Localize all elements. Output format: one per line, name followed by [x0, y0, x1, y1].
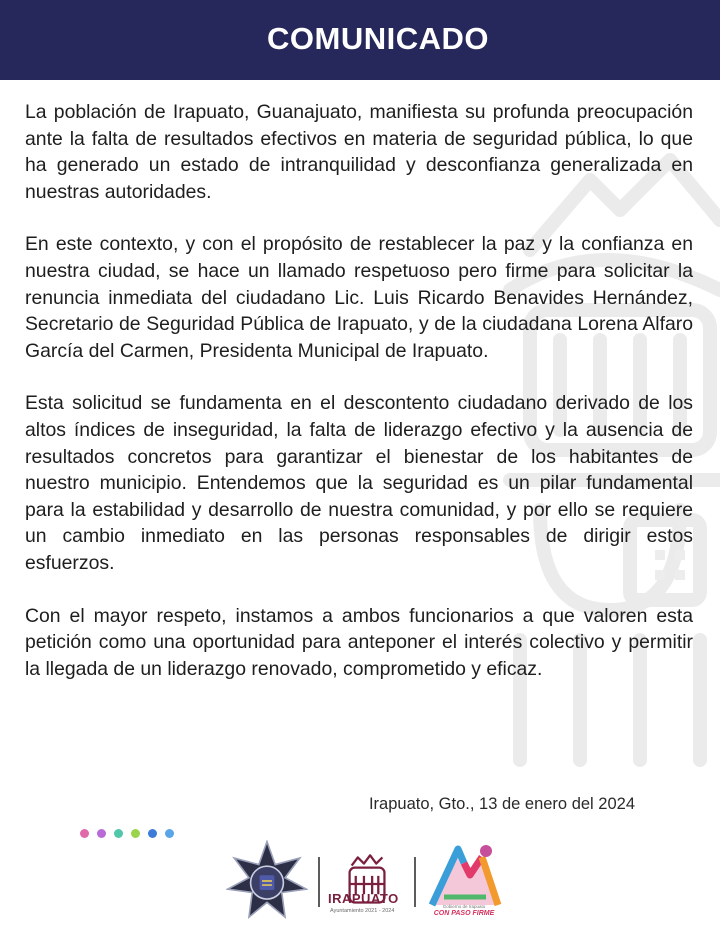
paragraph-1: La población de Irapuato, Guanajuato, manifiesta su profunda preocupación ante la falta de resultados efectivos en materia de seguridad pública, lo que ha generado un estado de intranquilidad y desconfianza generalizada en nuestras autoridades.	[25, 101, 693, 203]
place-date: Irapuato, Gto., 13 de enero del 2024	[368, 795, 635, 813]
header-banner	[0, 0, 720, 80]
footer-divider-2	[414, 857, 416, 907]
footer-logos	[0, 835, 720, 930]
campaign-text: CON PASO FIRME	[433, 910, 495, 917]
paragraph-4: Con el mayor respeto, instamos a ambos funcionarios a que valoren esta petición como una oportunidad para anteponer el interés colectivo y permitir la llegada de un liderazgo renovado, comprometido y eficaz.	[25, 604, 693, 680]
paragraph-3: Esta solicitud se fundamenta en el descontento ciudadano derivado de los altos índices de inseguridad, la falta de liderazgo efectivo y la ausencia de resultados concretos para garantizar el bienestar de los habitantes de nuestro municipio. Entendemos que la seguridad es un pilar fundamental para la estabilidad y desarrollo de nuestra comunidad, y por ello se requiere un cambio inmediato en las personas responsables de dirigir estos esfuerzos.	[25, 392, 693, 574]
communique-body	[25, 99, 693, 708]
page-title: COMUNICADO	[267, 21, 489, 56]
paragraph-2: En este contexto, y con el propósito de restablecer la paz y la confianza en nuestra ciudad, se hace un llamado respetuoso pero firme para solicitar la renuncia inmediata del ciudadano Lic. Luis Ricardo Benavides Hernández, Secretario de Seguridad Pública de Irapuato, y de la ciudadana Lorena Alfaro García del Carmen, Presidenta Municipal de Irapuato.	[25, 233, 693, 362]
police-star-badge-icon	[226, 840, 308, 922]
campaign-small-text: Gobierno de Irapuato	[442, 904, 486, 909]
city-logo-subtext: Ayuntamiento 2021 - 2024	[330, 908, 395, 914]
footer-divider-1	[318, 857, 320, 907]
city-logo-text: IRAPUATO	[328, 891, 399, 906]
campaign-logo-icon	[424, 839, 504, 909]
